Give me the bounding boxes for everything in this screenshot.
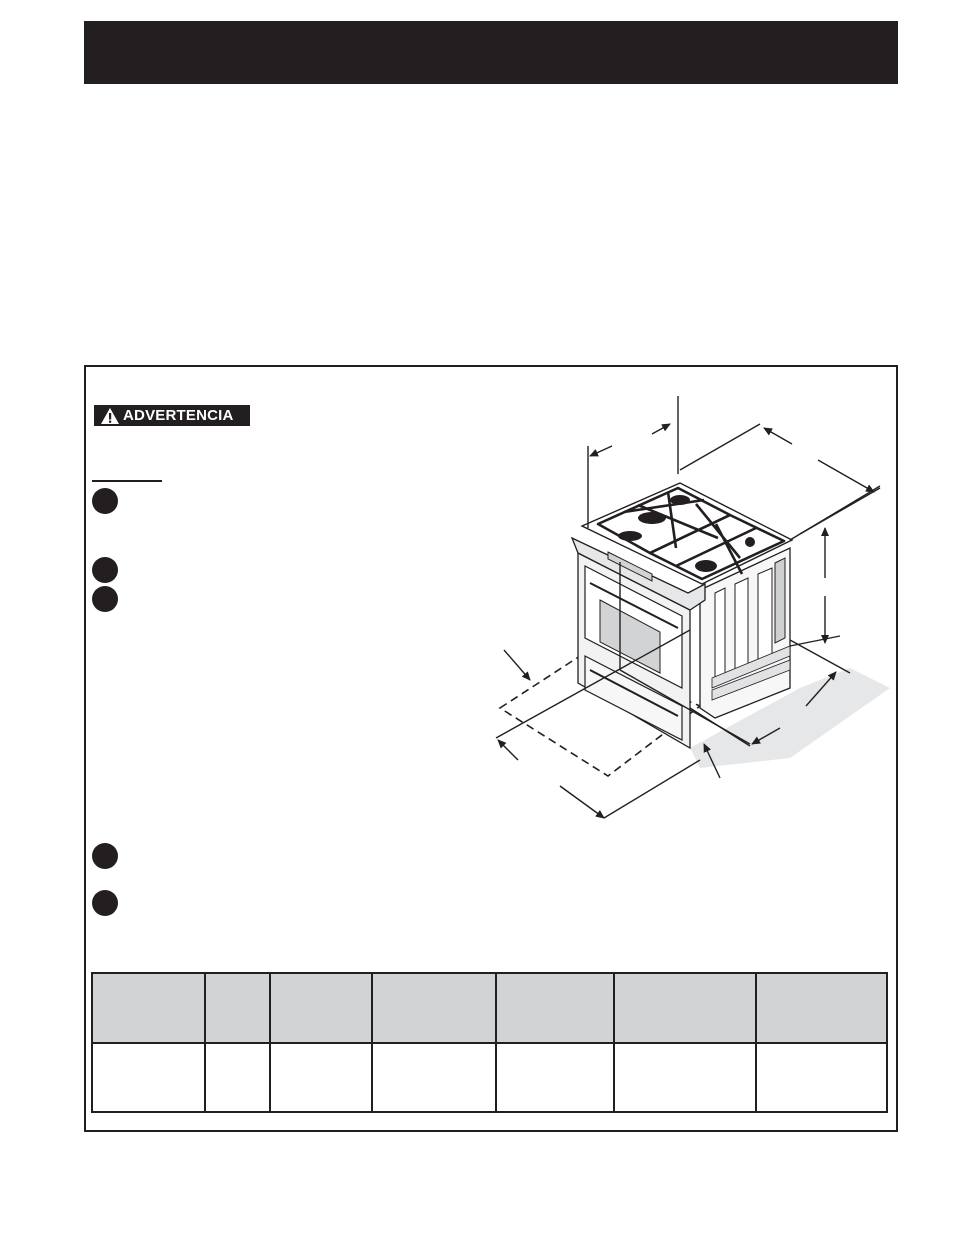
table-header-cell (372, 973, 496, 1043)
table-header-row (92, 973, 887, 1043)
table-cell (496, 1043, 614, 1112)
table-header-cell (92, 973, 205, 1043)
bullet-marker-3 (92, 586, 118, 612)
bullet-marker-5 (92, 890, 118, 916)
table-cell (372, 1043, 496, 1112)
warning-badge (94, 405, 250, 426)
bullet-marker-4 (92, 843, 118, 869)
header-bar (84, 21, 898, 84)
specifications-table (91, 972, 888, 1113)
table-cell (270, 1043, 373, 1112)
range-dimension-diagram (490, 388, 890, 828)
bullet-marker-1 (92, 488, 118, 514)
table-cell (614, 1043, 757, 1112)
table-cell (92, 1043, 205, 1112)
table-header-cell (205, 973, 270, 1043)
table-cell (205, 1043, 270, 1112)
table-cell (756, 1043, 887, 1112)
section-rule (92, 480, 162, 482)
warning-triangle-icon (100, 407, 120, 425)
table-header-cell (496, 973, 614, 1043)
table-header-cell (270, 973, 373, 1043)
warning-label: ADVERTENCIA (123, 407, 234, 424)
table-row (92, 1043, 887, 1112)
table-header-cell (756, 973, 887, 1043)
bullet-marker-2 (92, 557, 118, 583)
table-header-cell (614, 973, 757, 1043)
